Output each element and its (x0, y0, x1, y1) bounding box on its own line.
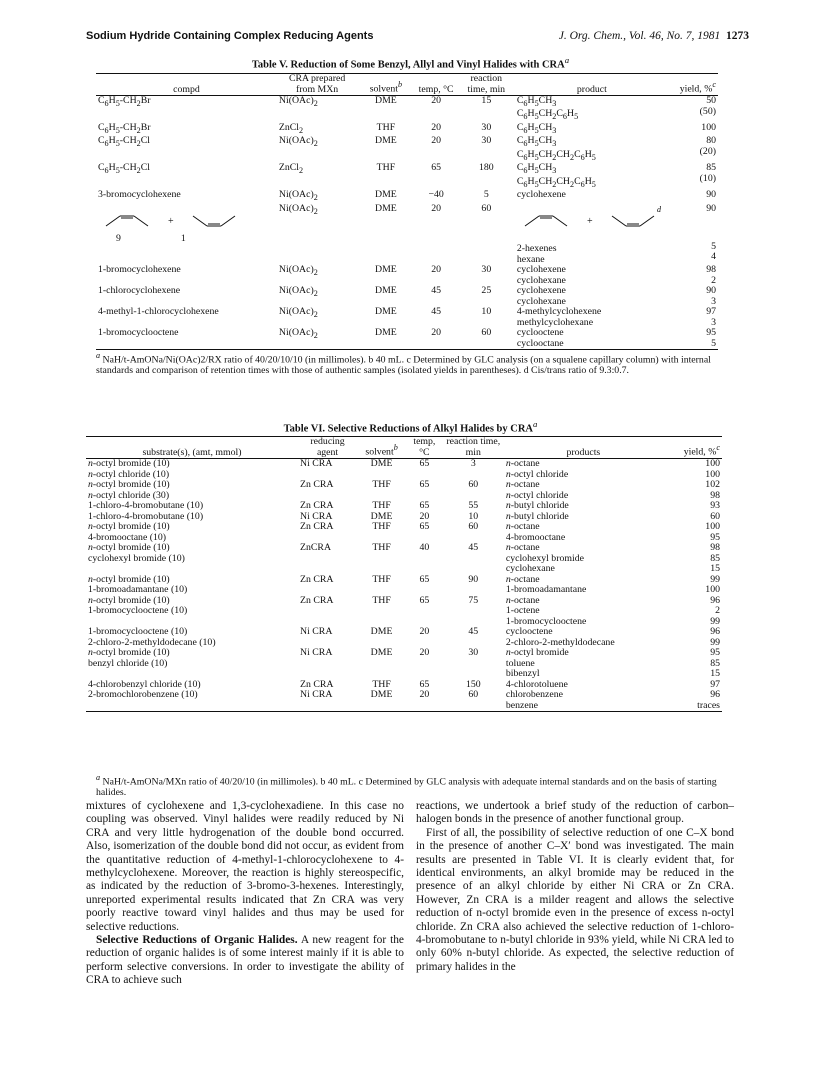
t5-yield: 95 5 (669, 328, 718, 350)
t6-agent: Zn CRA (300, 573, 334, 585)
t5-solvent: THF (376, 162, 396, 174)
t5-cra: $Ni(OAc)_2$ (278, 135, 318, 149)
t6-h-products: products (504, 437, 663, 459)
t5-temp: −40 (428, 189, 444, 201)
t6-agent: Zn CRA (300, 479, 334, 490)
t6-solvent: DME (370, 458, 393, 469)
t6-substrates: n-octyl bromide (10) n-octyl chloride (10) (88, 458, 170, 480)
reactant-structures-9-1 (98, 204, 248, 234)
t6-temp: 20 (419, 647, 430, 658)
t5-time: 60 (481, 202, 492, 214)
t6-temp: 20 (419, 510, 430, 522)
svg-text:+: + (168, 215, 174, 227)
t6-substrates: 2-bromochlorobenzene (10) (86, 690, 298, 712)
t5-yield: 50 (50) (699, 95, 716, 117)
t5-product: $C_6H_5CH_3$ $C_6H_5CH_2CH_2C_6H_5$ (516, 135, 596, 162)
t5-time: 30 (481, 135, 492, 147)
t5-row (96, 136, 718, 163)
t6-agent: Zn CRA (300, 594, 334, 606)
t5-time: 25 (481, 285, 492, 297)
t6-solvent: DME (370, 510, 393, 522)
label-1: 1 (180, 232, 186, 244)
t6-agent: Zn CRA (300, 500, 334, 511)
t5-cra: $Ni(OAc)_2$ (278, 189, 318, 203)
t6-row (86, 690, 722, 712)
t5-temp: 20 (431, 202, 442, 214)
svg-text:d: d (656, 204, 661, 214)
t5-yield: 98 2 (706, 264, 716, 286)
t5-solvent: THF (376, 121, 396, 133)
t5-yield: 97 3 (706, 306, 716, 328)
t6-yields: 96 2 99 (710, 594, 720, 627)
t6-time: 45 (468, 626, 479, 637)
t6-solvent: DME (357, 690, 406, 712)
t6-solvent: DME (370, 626, 393, 637)
t6-solvent: THF (372, 573, 391, 585)
body-right-p1: reactions, we undertook a brief study of the reduction of carbon–halogen bonds in the presence of another functional group. (416, 800, 734, 826)
t6-agent: ZnCRA (300, 542, 332, 553)
t6-agent: Zn CRA (300, 678, 334, 690)
t6-yields: 96 99 (710, 626, 720, 648)
t5-time: 5 (483, 189, 489, 201)
t6-substrates: n-octyl bromide (10) 1-bromoadamantane (10) (88, 573, 188, 595)
t6-substrates: n-octyl bromide (10) 4-bromooctane (10) (88, 521, 170, 543)
label-9: 9 (116, 232, 121, 244)
table6-title: Table VI. Selective Reductions of Alkyl Halides by CRA$^a$ (283, 419, 538, 435)
t6-products: n-octyl bromide toluene bibenzyl (505, 647, 569, 679)
t6-time: 45 (468, 542, 479, 553)
t6-row (86, 512, 722, 523)
t6-substrates: n-octyl bromide (10) benzyl chloride (10) (88, 647, 170, 669)
t6-time: 90 (468, 573, 479, 585)
t5-compd: $C_6H_5-CH_2Br$ (98, 95, 151, 108)
t6-substrates: n-octyl bromide (10) 1-bromocyclooctene (10) (88, 594, 188, 616)
t6-products: n-octane 4-bromooctane (505, 521, 566, 543)
t6-products: n-octane n-octyl chloride (505, 479, 569, 501)
t6-time: 60 (443, 690, 504, 712)
t6-h-solvent: solvent$^b$ (357, 437, 406, 459)
t5-yield: 90 (706, 189, 716, 201)
t5-h-yield: yield, %$^c$ (669, 74, 718, 96)
t5-solvent: DME (375, 306, 397, 318)
t5-temp: 20 (431, 95, 442, 106)
t6-solvent: THF (372, 500, 391, 511)
t5-compd: 3-bromocyclohexene (98, 189, 181, 201)
t5-temp: 65 (431, 162, 442, 174)
t5-compd: 1-chlorocyclohexene (98, 285, 181, 297)
t5-solvent: DME (375, 264, 397, 276)
t6-yields: 96 traces (663, 690, 722, 712)
t6-agent: Ni CRA (300, 458, 333, 469)
t5-solvent: DME (375, 285, 397, 297)
t5-yield: 90 3 (706, 285, 716, 307)
t6-solvent: THF (372, 678, 391, 690)
t5-compd (96, 204, 277, 266)
t6-temp: 20 (406, 690, 443, 712)
t6-time: 60 (468, 521, 479, 532)
t5-time: 60 (458, 328, 515, 350)
t5-row (96, 123, 718, 136)
t5-h-temp: temp, °C (414, 74, 457, 96)
t5-solvent: DME (375, 95, 397, 106)
t6-h-agent: reducing agent (298, 437, 357, 459)
t5-compd: 4-methyl-1-chlorocyclohexene (98, 306, 219, 318)
t6-yields: 60 (710, 510, 720, 522)
t6-temp: 65 (419, 458, 430, 469)
t6-agent: Zn CRA (300, 521, 334, 532)
table5 (96, 73, 718, 350)
t5-cra: ZnCl$_2$ (278, 162, 304, 176)
t5-product: $C_6H_5CH_3$ $C_6H_5CH_2CH_2C_6H_5$ (516, 162, 596, 189)
t6-temp: 40 (419, 542, 430, 553)
t5-yield: 90 5 4 (706, 202, 716, 263)
t5-h-product: product (515, 74, 669, 96)
t6-products: cyclooctene 2-chloro-2-methyldodecane (505, 626, 615, 648)
table6-footnote: $^a$ NaH/t-AmONa/MXn ratio of 40/20/10 (in millimoles). b 40 mL. c Determined by GLC analysis with adequate internal standards and on the basis of starting halides. (96, 773, 717, 799)
t6-row (86, 480, 722, 501)
header-right: J. Org. Chem., Vol. 46, No. 7, 1981 1273 (558, 30, 749, 42)
t6-solvent: THF (372, 594, 391, 606)
t5-solvent: DME (357, 328, 414, 350)
t6-row (86, 501, 722, 512)
t5-time: 30 (481, 264, 492, 276)
t5-row (96, 204, 718, 266)
t6-time: 30 (468, 647, 479, 658)
t6-time: 150 (465, 678, 481, 690)
table6 (86, 436, 722, 712)
t6-products: chlorobenzene benzene (504, 690, 663, 712)
t5-row (96, 190, 718, 203)
t6-agent: Ni CRA (300, 626, 333, 637)
t6-agent: Ni CRA (298, 690, 357, 712)
t6-yields: 98 85 15 (710, 542, 720, 574)
t6-substrates: 1-chloro-4-bromobutane (10) (88, 500, 204, 511)
t6-substrates: 1-bromocyclooctene (10) 2-chloro-2-methyldodecane (10) (88, 626, 216, 648)
table5-footnote: $^a$ NaH/t-AmONa/Ni(OAc)2/RX ratio of 40/20/10/10 (in millimoles). b 40 mL. c Determined by GLC analysis (on a squalene capillary column) with internal standards and comparison of retention times with those of authentic samples (isolated yields in parentheses). d Cis/trans ratio of 9.3:0.7. (96, 351, 711, 377)
t5-product: $C_6H_5CH_3$ (516, 121, 557, 135)
t5-temp: 45 (431, 285, 442, 297)
t6-row (86, 522, 722, 543)
t5-solvent: DME (375, 135, 397, 147)
t6-temp: 65 (419, 573, 430, 585)
t5-cra: $Ni(OAc)_2$ (278, 95, 318, 108)
t6-row (86, 459, 722, 481)
t6-row (86, 575, 722, 596)
running-header (86, 30, 749, 46)
t5-row (96, 96, 718, 123)
t5-cra: $Ni(OAc)_2$ (278, 306, 318, 320)
t6-yields: 99 100 (705, 573, 720, 595)
t6-temp: 65 (419, 479, 430, 490)
t5-cra: $Ni(OAc)_2$ (278, 285, 318, 299)
t5-solvent: DME (375, 189, 397, 201)
t6-substrates: n-octyl bromide (10) cyclohexyl bromide (10) (88, 542, 185, 564)
t6-temp: 65 (419, 678, 430, 690)
t6-time: 75 (468, 594, 479, 606)
t5-row (96, 286, 718, 307)
t6-h-temp: temp, °C (406, 437, 443, 459)
body-left-p2: Selective Reductions of Organic Halides. A new reagent for the reduction of organic halides is of some interest mainly if it is able to perform selective conversions. In order to investigate the ability of CRA to achieve such (86, 934, 404, 987)
t6-products: n-butyl chloride (505, 500, 569, 511)
t5-h-solvent: solvent$^b$ (357, 74, 414, 96)
body-right-p2: First of all, the possibility of selective reduction of one C–X bond in the presence of another C–X′ bond was investigated. The main results are presented in Table VI. It is clearly evident that, for identical environments, an alkyl bromide may be reduced in the presence of an alkyl chloride by either Ni CRA or Zn CRA. However, Zn CRA is a milder reagent and allows the selective reduction of n-octyl bromide even in the presence of excess n-octyl chloride. Zn CRA also achieved the selective reduction of 1-chloro-4-bromobutane to n-butyl chloride in 93% yield, while Ni CRA led to only 60% n-butyl chloride. As expected, the selective reduction of primary halides in the (416, 826, 734, 973)
t6-solvent: THF (372, 521, 391, 532)
t5-product: cyclohexene (516, 189, 566, 201)
t5-temp: 20 (414, 328, 457, 350)
t6-h-substrate: substrate(s), (amt, mmol) (86, 437, 298, 459)
t6-row (86, 627, 722, 648)
t6-time: 60 (468, 479, 479, 490)
t6-temp: 65 (419, 500, 430, 511)
t6-time: 10 (468, 510, 479, 522)
t6-products: n-butyl chloride (505, 510, 569, 522)
t5-compd: $C_6H_5-CH_2Cl$ (98, 135, 150, 149)
t6-yields: 95 85 15 (710, 647, 720, 679)
t6-substrates: 4-chlorobenzyl chloride (10) (88, 678, 201, 690)
t6-yields: 102 98 (705, 479, 720, 501)
body-left-p1: mixtures of cyclohexene and 1,3-cyclohexadiene. In this case no coupling was observed. Vinyl halides were readily reduced by Ni CRA and very little hydrogenation of the double bond occurred. Also, isomerization of the double bond did not occur, as evident from the quantitative reduction of 4-methyl-1-chlorocyclohexene to 4-methylcyclohexene. Moreover, the reaction is highly stereospecific, as indicated by the reduction of 3-bromo-3-hexenes. Interestingly, unreported experimental results indicated that Zn CRA was very poorly reactive toward vinyl halides and thus may be used for selective reductions. (86, 800, 404, 933)
t6-yields: 93 (710, 500, 720, 511)
t6-solvent: DME (370, 647, 393, 658)
t5-compd: $C_6H_5-CH_2Cl$ (98, 162, 150, 176)
t5-h-time: reaction time, min (458, 74, 515, 96)
t5-product: $C_6H_5CH_3$ $C_6H_5CH_2C_6H_5$ (516, 95, 579, 122)
t5-cra: $Ni(OAc)_2$ (277, 328, 357, 350)
t5-product: cyclooctene cyclooctane (515, 328, 669, 350)
t6-yields: 100 100 (705, 458, 720, 480)
t6-time: 55 (468, 500, 479, 511)
body-right-column (416, 800, 734, 974)
t5-h-compd: compd (96, 74, 277, 96)
t5-product: 4-methylcyclohexene methylcyclohexane (516, 306, 602, 328)
t5-product: + d 2-hexenes hexane (515, 204, 669, 266)
t6-temp: 20 (419, 626, 430, 637)
t6-agent: Ni CRA (300, 510, 333, 522)
t5-compd: 1-bromocyclooctene (96, 328, 277, 350)
compound-labels (98, 234, 275, 245)
t5-temp: 45 (431, 306, 442, 318)
t6-yields: 97 (710, 678, 720, 690)
t5-yield: 100 (701, 121, 716, 133)
t6-solvent: THF (372, 542, 391, 553)
t6-yields: 100 95 (705, 521, 720, 543)
t6-products: n-octane 1-octene 1-bromocyclooctene (505, 594, 587, 627)
t5-compd: 1-bromocyclohexene (98, 264, 181, 276)
t5-row (96, 163, 718, 190)
t5-temp: 20 (431, 135, 442, 147)
t5-product: cyclohexene cyclohexane (516, 285, 566, 307)
t5-h-cra: CRA prepared from MXn (277, 74, 357, 96)
t5-row (96, 265, 718, 286)
t6-row (86, 648, 722, 680)
t6-row (86, 543, 722, 575)
t5-time: 15 (481, 95, 492, 106)
t5-cra: ZnCl$_2$ (278, 121, 304, 135)
t6-row (86, 596, 722, 628)
t5-yield: 80 (20) (699, 135, 716, 157)
t6-agent: Ni CRA (300, 647, 333, 658)
t5-time: 180 (478, 162, 494, 174)
t5-solvent: DME (375, 202, 397, 214)
t6-substrates: n-octyl bromide (10) n-octyl chloride (30) (88, 479, 170, 501)
t5-yield: 85 (10) (699, 162, 716, 184)
t6-products: n-octane 1-bromoadamantane (505, 573, 587, 595)
t6-products: 4-chlorotoluene (505, 678, 568, 690)
t6-substrates: 1-chloro-4-bromobutane (10) (88, 510, 204, 522)
t5-time: 30 (481, 121, 492, 133)
t6-temp: 65 (419, 594, 430, 606)
t5-row (96, 328, 718, 350)
t5-temp: 20 (431, 264, 442, 276)
t5-temp: 20 (431, 121, 442, 133)
t6-products: n-octane cyclohexyl bromide cyclohexane (505, 542, 584, 574)
t6-solvent: THF (372, 479, 391, 490)
table5-title: Table V. Reduction of Some Benzyl, Allyl and Vinyl Halides with CRA$^a$ (251, 55, 570, 71)
t6-h-yield: yield, %$^c$ (663, 437, 722, 459)
t5-time: 10 (481, 306, 492, 318)
product-structures (517, 204, 667, 234)
header-left: Sodium Hydride Containing Complex Reducing Agents (86, 30, 374, 42)
t5-cra: $Ni(OAc)_2$ (278, 202, 318, 216)
t5-product: cyclohexene cyclohexane (516, 264, 566, 286)
t6-h-time: reaction time, min (443, 437, 504, 459)
t6-products: n-octane n-octyl chloride (505, 458, 569, 480)
t6-time: 3 (470, 458, 476, 469)
t5-cra: $Ni(OAc)_2$ (278, 264, 318, 278)
svg-text:+: + (586, 215, 593, 227)
body-left-column (86, 800, 404, 988)
t6-temp: 65 (419, 521, 430, 532)
t5-row (96, 307, 718, 328)
t5-compd: $C_6H_5-CH_2Br$ (98, 121, 151, 135)
